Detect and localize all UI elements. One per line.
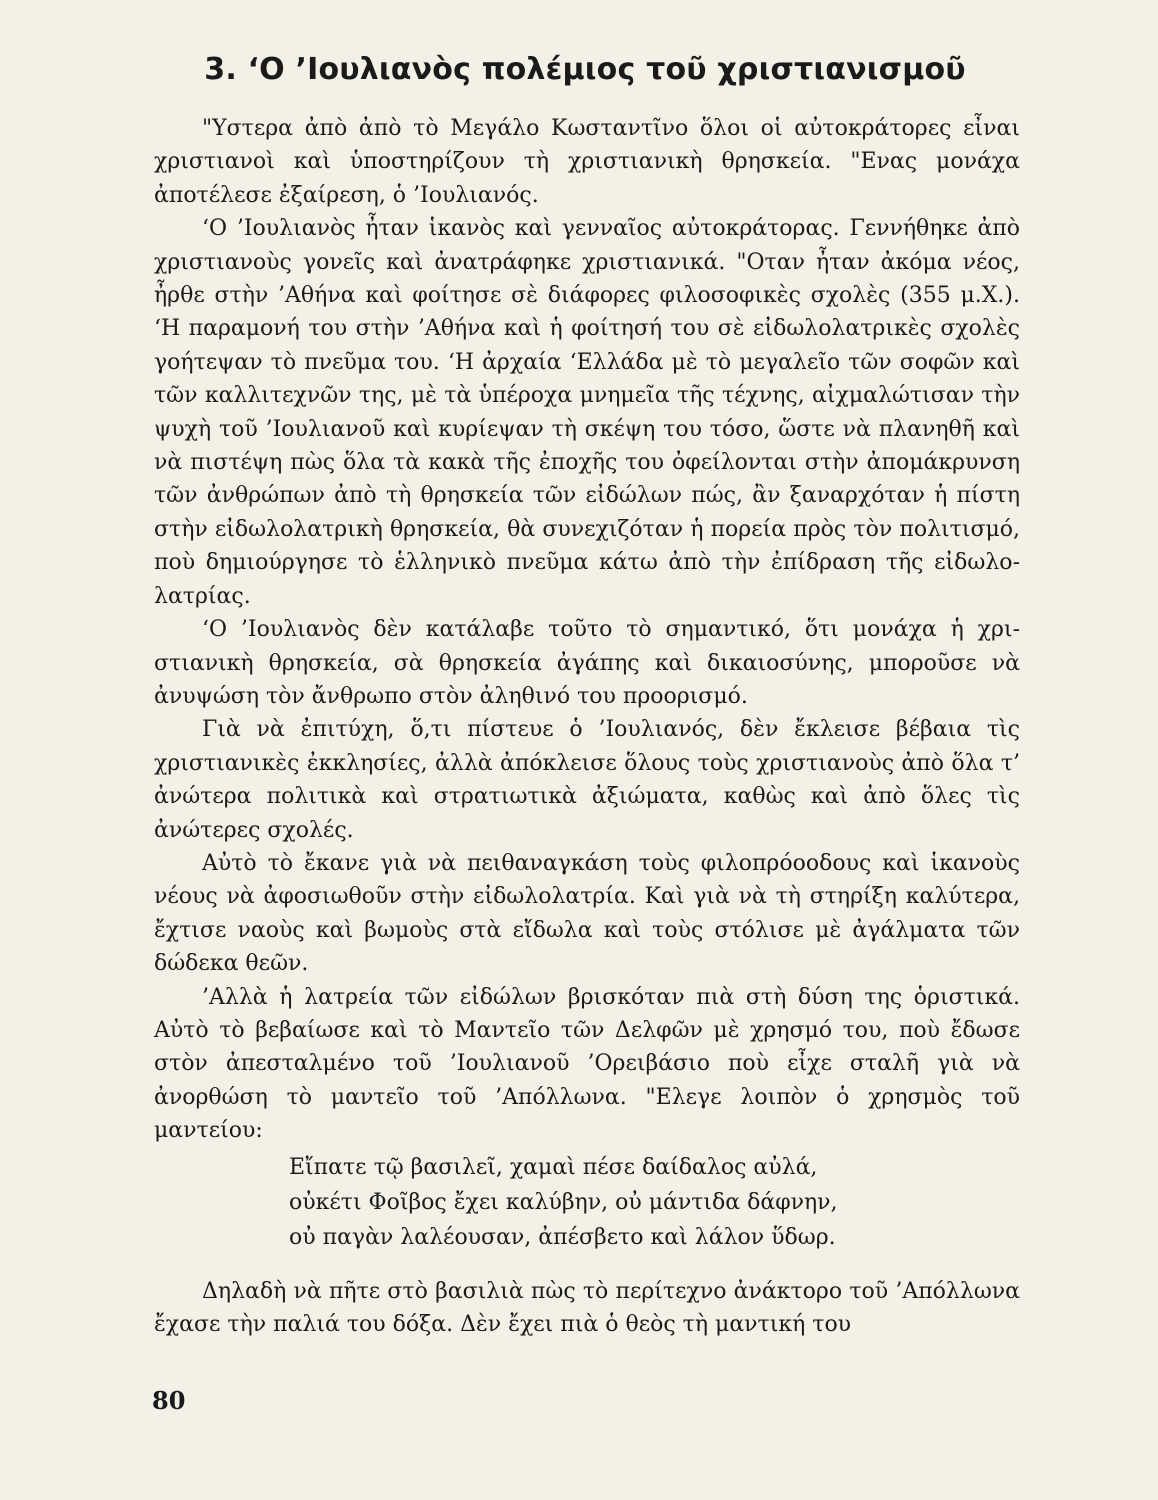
verse-line: οὐ παγὰν λαλέουσαν, ἀπέσβετο καὶ λάλον ὕδωρ. (289, 1224, 836, 1250)
paragraph: ’Αλλὰ ἡ λατρεία τῶν εἰδώλων βρισκόταν πιὰ στὴ δύση της ὁριστικά. Αὐτὸ τὸ βεβαίωσε καὶ τὸ Μαντεῖο τῶν Δελφῶν μὲ χρησμό του, ποὺ ἔδωσε στὸν ἀπεσταλμένο τοῦ ’Ιουλιανοῦ ’Ορειβάσιο ποὺ εἶχε σταλῆ γιὰ νὰ ἀνορθώση τὸ μαντεῖο τοῦ ’Απόλλωνα. "Ελεγε λοιπὸν ὁ χρησμὸς τοῦ μαντείου: (154, 984, 1020, 1144)
body-text (154, 112, 1020, 1341)
page-number: 80 (152, 1386, 186, 1415)
paragraph: Αὐτὸ τὸ ἔκανε γιὰ νὰ πειθαναγκάση τοὺς φιλοπρόοοδους καὶ ἱκανοὺς νέους νὰ ἀφοσιωθοῦν στὴν εἰδωλολατρία. Καὶ γιὰ νὰ τὴ στηρίξη καλύτερα, ἔχτισε ναοὺς καὶ βωμοὺς στὰ εἴδωλα καὶ τοὺς στόλισε μὲ ἀγάλματα τῶν δώδεκα θεῶν. (154, 850, 1020, 977)
paragraph: ‘Ο ’Ιουλιανὸς ἦταν ἱκανὸς καὶ γενναῖος αὐτοκράτορας. Γεννήθηκε ἀπὸ χριστιανοὺς γονεῖς καὶ ἀνατράφηκε χριστιανικά. "Οταν ἦταν ἀκόμα νέος, ἦρθε στὴν ’Αθήνα καὶ φοίτησε σὲ διάφορες φιλοσοφικὲς σχολὲς (355 μ.Χ.). ‘Η παραμονή του στὴν ’Αθήνα καὶ ἡ φοίτησή του σὲ εἰδωλολατρικὲς σχολὲς γοήτεψαν τὸ πνεῦμα του. ‘Η ἀρχαία ‘Ελλάδα μὲ τὸ μεγαλεῖο τῶν σοφῶν καὶ τῶν καλλιτεχνῶν της, μὲ τὰ ὑπέροχα μνημεῖα τῆς τέχνης, αἰχμαλώτισαν τὴν ψυχὴ τοῦ ’Ιουλιανοῦ καὶ κυρίεψαν τὴ σκέψη του τόσο, ὥστε νὰ πλανηθῆ καὶ νὰ πιστέψη πὼς ὅλα τὰ κακὰ τῆς ἐποχῆς του ὀφείλονται στὴν ἀπομάκρυνση τῶν ἀνθρώπων ἀπὸ τὴ θρησκεία τῶν εἰδώλων πώς, ἂν ξαναρχόταν ἡ πίστη στὴν εἰδωλολατρικὴ θρησκεία, θὰ συνεχιζόταν ἡ πορεία πρὸς τὸν πολιτισμό, ποὺ δημιούργησε τὸ ἑλληνικὸ πνεῦμα κάτω ἀπὸ τὴν ἐπίδραση τῆς εἰδωλολατρίας. (154, 216, 1020, 609)
paragraph: "Υστερα ἀπὸ ἀπὸ τὸ Μεγάλο Κωσταντῖνο ὅλοι οἱ αὐτοκράτορες εἶναι χριστιανοὶ καὶ ὑποστηρίζουν τὴ χριστιανικὴ θρησκεία. "Ενας μονάχα ἀποτέλεσε ἐξαίρεση, ὁ ’Ιουλιανός. (154, 116, 1020, 208)
chapter-title: 3. ‘Ο ’Ιουλιανὸς πολέμιος τοῦ χριστιανισμοῦ (204, 52, 966, 87)
oracle-verse (289, 1150, 1020, 1255)
paragraph: Γιὰ νὰ ἐπιτύχη, ὅ,τι πίστευε ὁ ’Ιουλιανός, δὲν ἔκλεισε βέβαια τὶς χριστιανικὲς ἐκκλησίες, ἀλλὰ ἀπόκλεισε ὅλους τοὺς χριστιανοὺς ἀπὸ ὅλα τ’ ἀνώτερα πολιτικὰ καὶ στρατιωτικὰ ἀξιώματα, καθὼς καὶ ἀπὸ ὅλες τὶς ἀνώτερες σχολές. (154, 717, 1020, 843)
verse-line: οὐκέτι Φοῖβος ἔχει καλύβην, οὐ μάντιδα δάφνην, (289, 1189, 838, 1215)
paragraph: ‘Ο ’Ιουλιανὸς δὲν κατάλαβε τοῦτο τὸ σημαντικό, ὅτι μονάχα ἡ χριστιανικὴ θρησκεία, σὰ θρησκεία ἀγάπης καὶ δικαιοσύνης, μποροῦσε νὰ ἀνυψώση τὸν ἄνθρωπο στὸν ἀληθινό του προορισμό. (154, 617, 1020, 709)
verse-line: Εἴπατε τῷ βασιλεῖ, χαμαὶ πέσε δαίδαλος αὐλά, (289, 1154, 818, 1180)
paragraph: Δηλαδὴ νὰ πῆτε στὸ βασιλιὰ πὼς τὸ περίτεχνο ἀνάκτορο τοῦ ’Απόλλωνα ἔχασε τὴν παλιά του δόξα. Δὲν ἔχει πιὰ ὁ θεὸς τὴ μαντική του (154, 1278, 1020, 1337)
